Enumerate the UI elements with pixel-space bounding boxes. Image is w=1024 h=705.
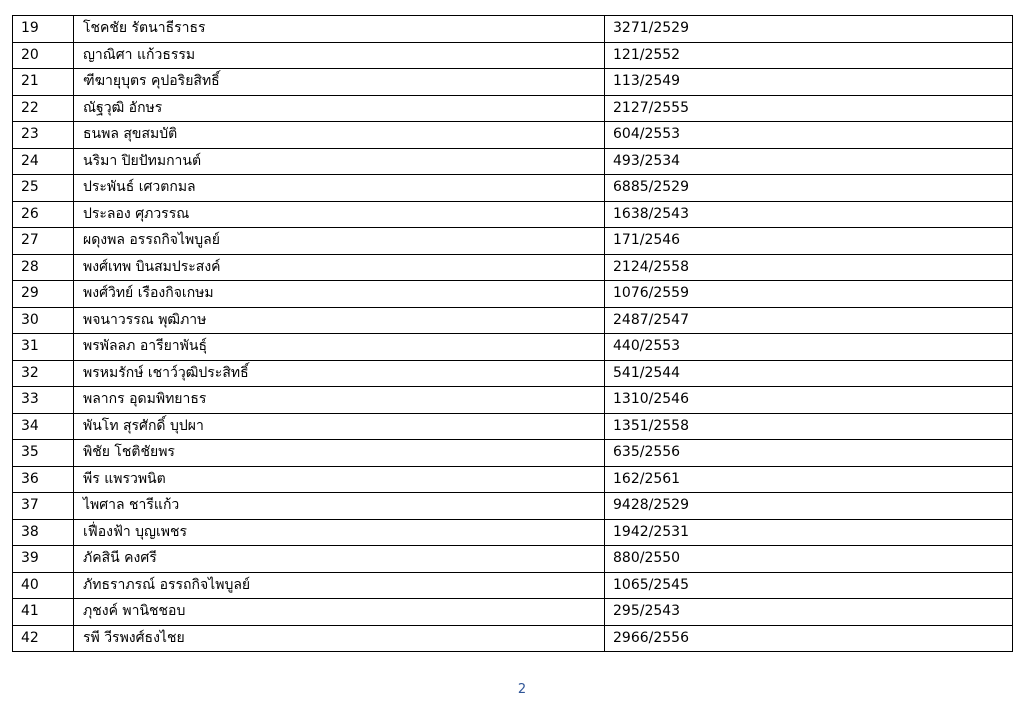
row-number-cell: 23 xyxy=(13,122,74,149)
table-row xyxy=(13,519,1013,546)
table-row xyxy=(13,625,1013,652)
row-number-cell: 40 xyxy=(13,572,74,599)
row-registration-cell: 880/2550 xyxy=(605,546,1013,573)
row-registration-cell: 1351/2558 xyxy=(605,413,1013,440)
row-name-cell: โชคชัย รัตนาธีราธร xyxy=(74,16,605,43)
row-number-cell: 20 xyxy=(13,42,74,69)
row-number-cell: 33 xyxy=(13,387,74,414)
row-number-cell: 28 xyxy=(13,254,74,281)
row-number-cell: 36 xyxy=(13,466,74,493)
row-registration-cell: 2966/2556 xyxy=(605,625,1013,652)
row-registration-cell: 1942/2531 xyxy=(605,519,1013,546)
row-number-cell: 37 xyxy=(13,493,74,520)
row-registration-cell: 604/2553 xyxy=(605,122,1013,149)
row-registration-cell: 295/2543 xyxy=(605,599,1013,626)
row-name-cell: พีร แพรวพนิต xyxy=(74,466,605,493)
row-name-cell: ภัคสินี คงศรี xyxy=(74,546,605,573)
row-name-cell: พิชัย โชติชัยพร xyxy=(74,440,605,467)
row-registration-cell: 171/2546 xyxy=(605,228,1013,255)
table-row xyxy=(13,95,1013,122)
row-name-cell: ผดุงพล อรรถกิจไพบูลย์ xyxy=(74,228,605,255)
table-row xyxy=(13,387,1013,414)
row-name-cell: เฟื่องฟ้า บุญเพชร xyxy=(74,519,605,546)
row-number-cell: 27 xyxy=(13,228,74,255)
table-row xyxy=(13,201,1013,228)
table-row xyxy=(13,254,1013,281)
row-number-cell: 24 xyxy=(13,148,74,175)
table-row xyxy=(13,572,1013,599)
table-row xyxy=(13,122,1013,149)
row-registration-cell: 9428/2529 xyxy=(605,493,1013,520)
row-name-cell: ณัฐวุฒิ อักษร xyxy=(74,95,605,122)
row-name-cell: ไพศาล ชารีแก้ว xyxy=(74,493,605,520)
row-registration-cell: 440/2553 xyxy=(605,334,1013,361)
row-registration-cell: 1310/2546 xyxy=(605,387,1013,414)
row-registration-cell: 1076/2559 xyxy=(605,281,1013,308)
table-row xyxy=(13,466,1013,493)
row-name-cell: พันโท สุรศักดิ์ บุปผา xyxy=(74,413,605,440)
row-name-cell: พรหมรักษ์ เชาว์วุฒิประสิทธิ์ xyxy=(74,360,605,387)
member-table-body xyxy=(13,16,1013,652)
row-number-cell: 41 xyxy=(13,599,74,626)
row-registration-cell: 541/2544 xyxy=(605,360,1013,387)
row-number-cell: 26 xyxy=(13,201,74,228)
row-registration-cell: 162/2561 xyxy=(605,466,1013,493)
row-name-cell: ธนพล สุขสมบัติ xyxy=(74,122,605,149)
row-name-cell: ประลอง ศุภวรรณ xyxy=(74,201,605,228)
row-number-cell: 39 xyxy=(13,546,74,573)
table-row xyxy=(13,175,1013,202)
row-registration-cell: 1638/2543 xyxy=(605,201,1013,228)
row-number-cell: 31 xyxy=(13,334,74,361)
row-number-cell: 32 xyxy=(13,360,74,387)
row-number-cell: 19 xyxy=(13,16,74,43)
row-name-cell: พลากร อุดมพิทยาธร xyxy=(74,387,605,414)
table-row xyxy=(13,599,1013,626)
row-registration-cell: 113/2549 xyxy=(605,69,1013,96)
row-name-cell: นริมา ปิยปัทมกานต์ xyxy=(74,148,605,175)
row-name-cell: พงศ์วิทย์ เรืองกิจเกษม xyxy=(74,281,605,308)
table-row xyxy=(13,334,1013,361)
page-number: 2 xyxy=(517,682,527,697)
row-registration-cell: 2124/2558 xyxy=(605,254,1013,281)
row-registration-cell: 2487/2547 xyxy=(605,307,1013,334)
row-registration-cell: 635/2556 xyxy=(605,440,1013,467)
table-row xyxy=(13,413,1013,440)
row-number-cell: 30 xyxy=(13,307,74,334)
table-row xyxy=(13,16,1013,43)
row-registration-cell: 1065/2545 xyxy=(605,572,1013,599)
row-name-cell: ฑีฆายุบุตร คุปอริยสิทธิ์ xyxy=(74,69,605,96)
row-registration-cell: 3271/2529 xyxy=(605,16,1013,43)
row-registration-cell: 121/2552 xyxy=(605,42,1013,69)
row-registration-cell: 493/2534 xyxy=(605,148,1013,175)
row-number-cell: 38 xyxy=(13,519,74,546)
row-number-cell: 35 xyxy=(13,440,74,467)
table-row xyxy=(13,228,1013,255)
row-number-cell: 25 xyxy=(13,175,74,202)
row-number-cell: 22 xyxy=(13,95,74,122)
row-number-cell: 34 xyxy=(13,413,74,440)
row-name-cell: ประพันธ์ เศวตกมล xyxy=(74,175,605,202)
row-registration-cell: 2127/2555 xyxy=(605,95,1013,122)
table-row xyxy=(13,546,1013,573)
member-table xyxy=(12,15,1013,652)
table-row xyxy=(13,307,1013,334)
table-row xyxy=(13,360,1013,387)
table-row xyxy=(13,281,1013,308)
table-row xyxy=(13,42,1013,69)
row-registration-cell: 6885/2529 xyxy=(605,175,1013,202)
row-number-cell: 21 xyxy=(13,69,74,96)
row-name-cell: รพี วีรพงศ์ธงไชย xyxy=(74,625,605,652)
table-row xyxy=(13,493,1013,520)
row-name-cell: ภุชงค์ พานิชชอบ xyxy=(74,599,605,626)
table-row xyxy=(13,69,1013,96)
row-number-cell: 29 xyxy=(13,281,74,308)
table-row xyxy=(13,440,1013,467)
row-name-cell: ญาณิศา แก้วธรรม xyxy=(74,42,605,69)
row-name-cell: พงศ์เทพ บินสมประสงค์ xyxy=(74,254,605,281)
row-name-cell: พจนาวรรณ พุฒิภาษ xyxy=(74,307,605,334)
table-row xyxy=(13,148,1013,175)
row-name-cell: พรพัลลภ อารียาพันธุ์ xyxy=(74,334,605,361)
row-name-cell: ภัทธราภรณ์ อรรถกิจไพบูลย์ xyxy=(74,572,605,599)
row-number-cell: 42 xyxy=(13,625,74,652)
